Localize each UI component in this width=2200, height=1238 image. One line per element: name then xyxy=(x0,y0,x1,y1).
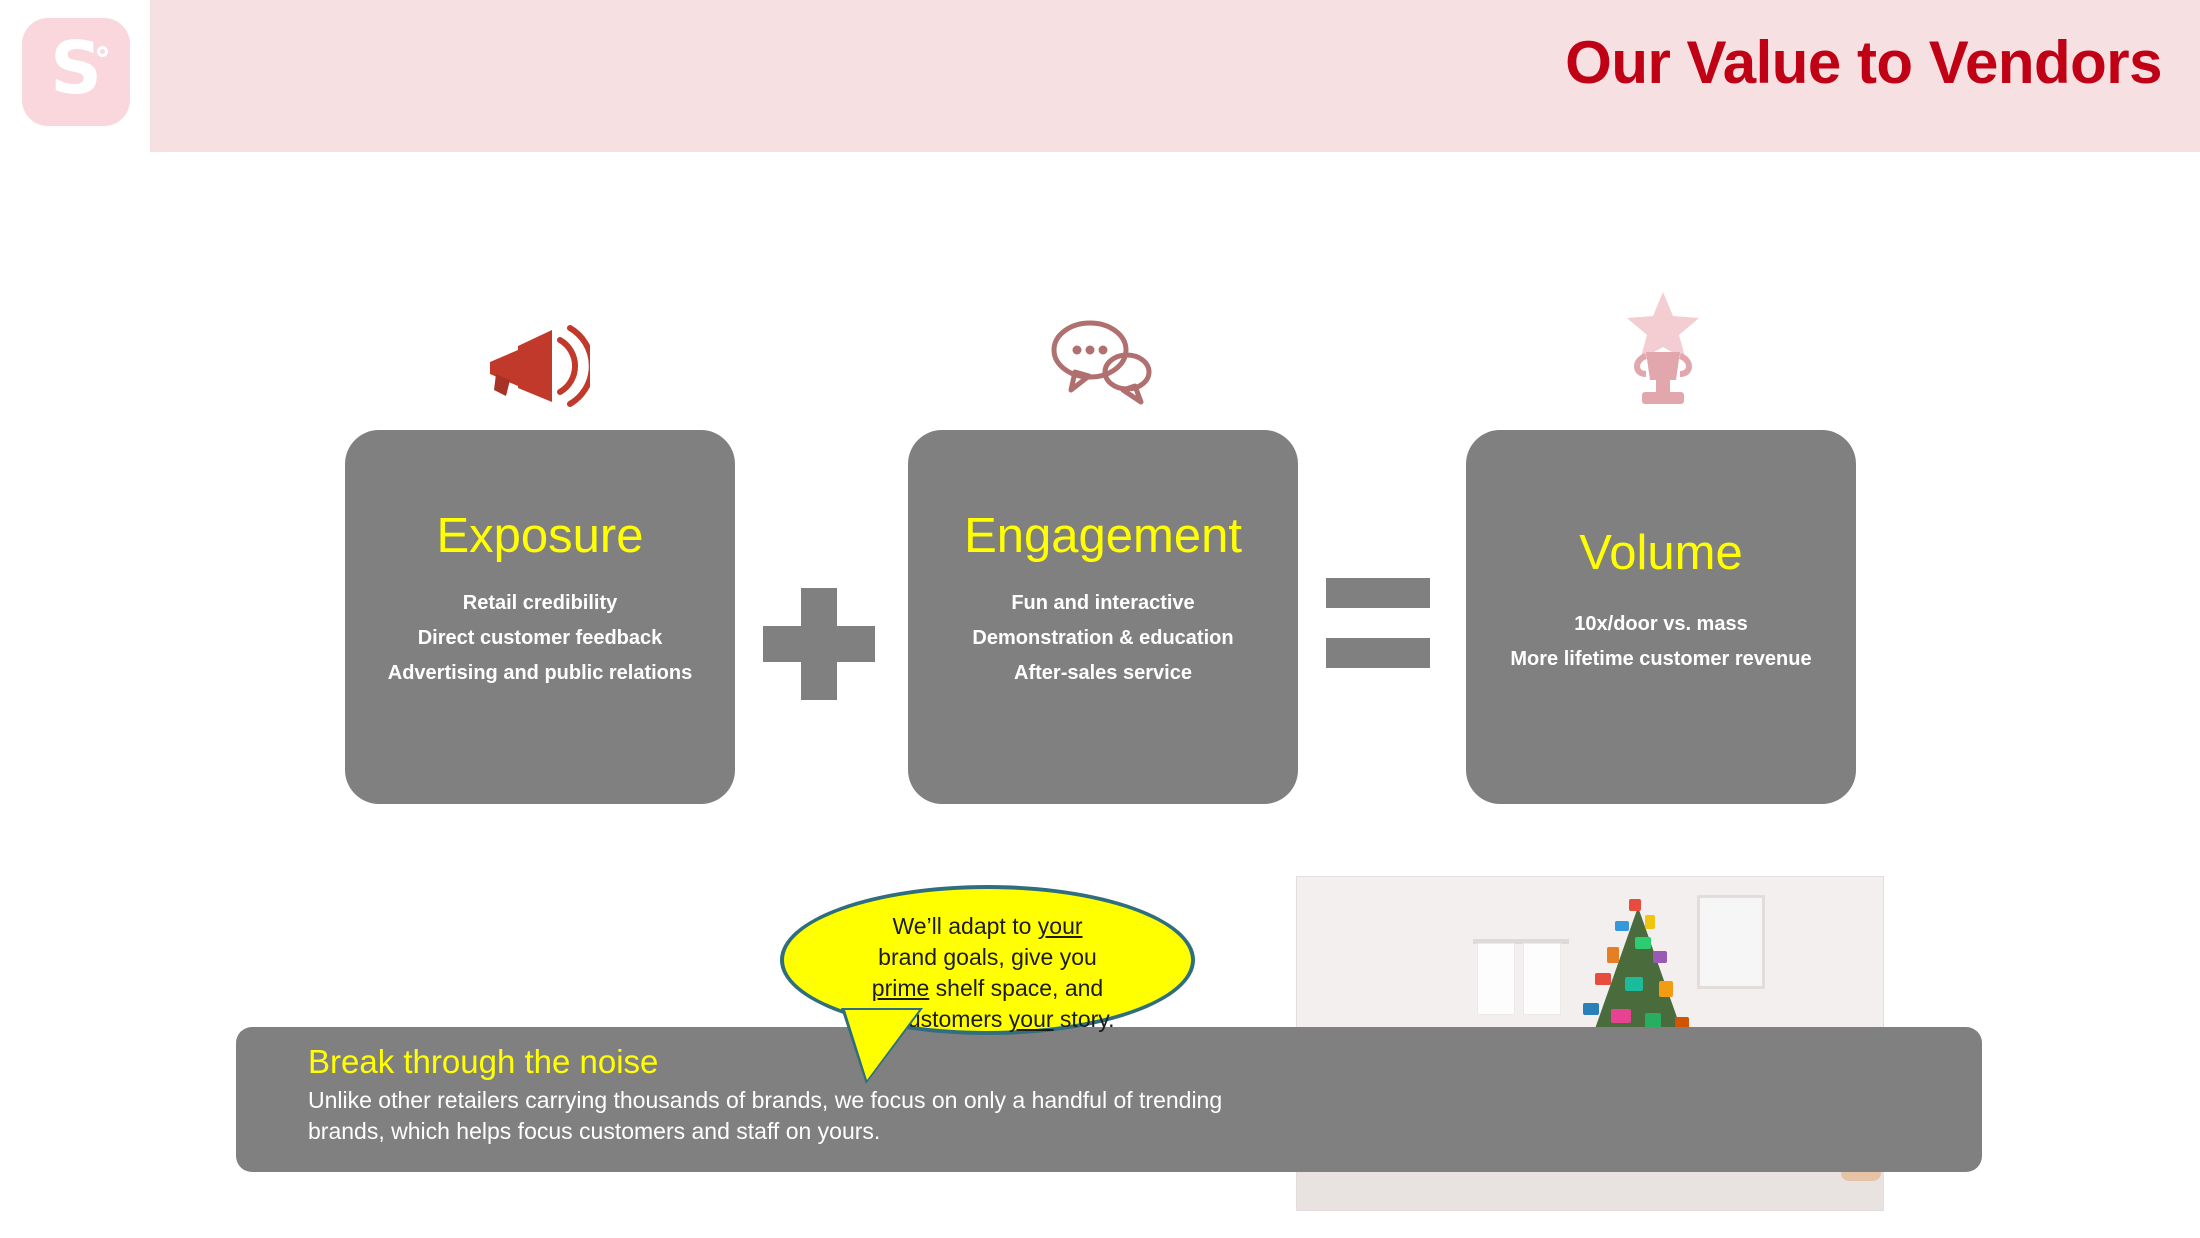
page-title: Our Value to Vendors xyxy=(1565,29,2162,96)
callout-emphasis: prime xyxy=(871,975,930,1001)
callout-text: We’ll adapt to xyxy=(892,913,1038,939)
highlight-banner xyxy=(236,1027,1982,1172)
trophy-icon xyxy=(1608,290,1718,390)
pillar-title: Engagement xyxy=(964,509,1242,563)
pillar-card-engagement xyxy=(908,430,1298,804)
chat-bubbles-icon xyxy=(1045,310,1155,410)
pillar-title: Exposure xyxy=(436,509,644,563)
pillar-bullet: Direct customer feedback xyxy=(417,627,663,649)
pillar-bullet-list xyxy=(345,586,735,691)
pillar-bullet-list xyxy=(908,586,1298,691)
pillar-title: Volume xyxy=(1579,526,1743,580)
banner-body: Unlike other retailers carrying thousands of brands, we focus on only a handful of trending brands, which helps focus customers and staff on yours. xyxy=(308,1087,1223,1144)
pillar-bullet: 10x/door vs. mass xyxy=(1574,613,1748,635)
callout-line-2: brand goals, give you xyxy=(878,944,1097,970)
pillar-bullet: More lifetime customer revenue xyxy=(1510,648,1812,670)
pillar-bullet: Advertising and public relations xyxy=(387,662,693,684)
app-logo xyxy=(22,18,130,126)
equals-operator-icon xyxy=(1326,578,1430,668)
pillar-bullet: Retail credibility xyxy=(462,592,618,614)
pillar-card-exposure xyxy=(345,430,735,804)
megaphone-icon xyxy=(480,310,590,410)
callout-line-3 xyxy=(784,973,1191,1004)
pillar-card-volume xyxy=(1466,430,1856,804)
pillar-bullet: After-sales service xyxy=(1014,662,1192,684)
pillar-bullet: Demonstration & education xyxy=(972,627,1234,649)
callout-text: shelf space, and xyxy=(929,975,1104,1001)
banner-title: Break through the noise xyxy=(308,1043,659,1080)
callout-text: story. xyxy=(1053,1006,1115,1032)
logo-dot-icon xyxy=(97,46,108,57)
logo-letter: S xyxy=(50,26,102,110)
pillar-bullet: Fun and interactive xyxy=(1011,592,1195,614)
callout-line-1 xyxy=(784,911,1191,942)
callout-tail xyxy=(845,1010,919,1080)
pillar-bullet-list xyxy=(1466,607,1856,677)
callout-emphasis: your xyxy=(1037,913,1083,939)
callout-emphasis: your xyxy=(1008,1006,1054,1032)
plus-operator-icon xyxy=(763,588,875,700)
callout-text: tell customers xyxy=(860,1006,1009,1032)
